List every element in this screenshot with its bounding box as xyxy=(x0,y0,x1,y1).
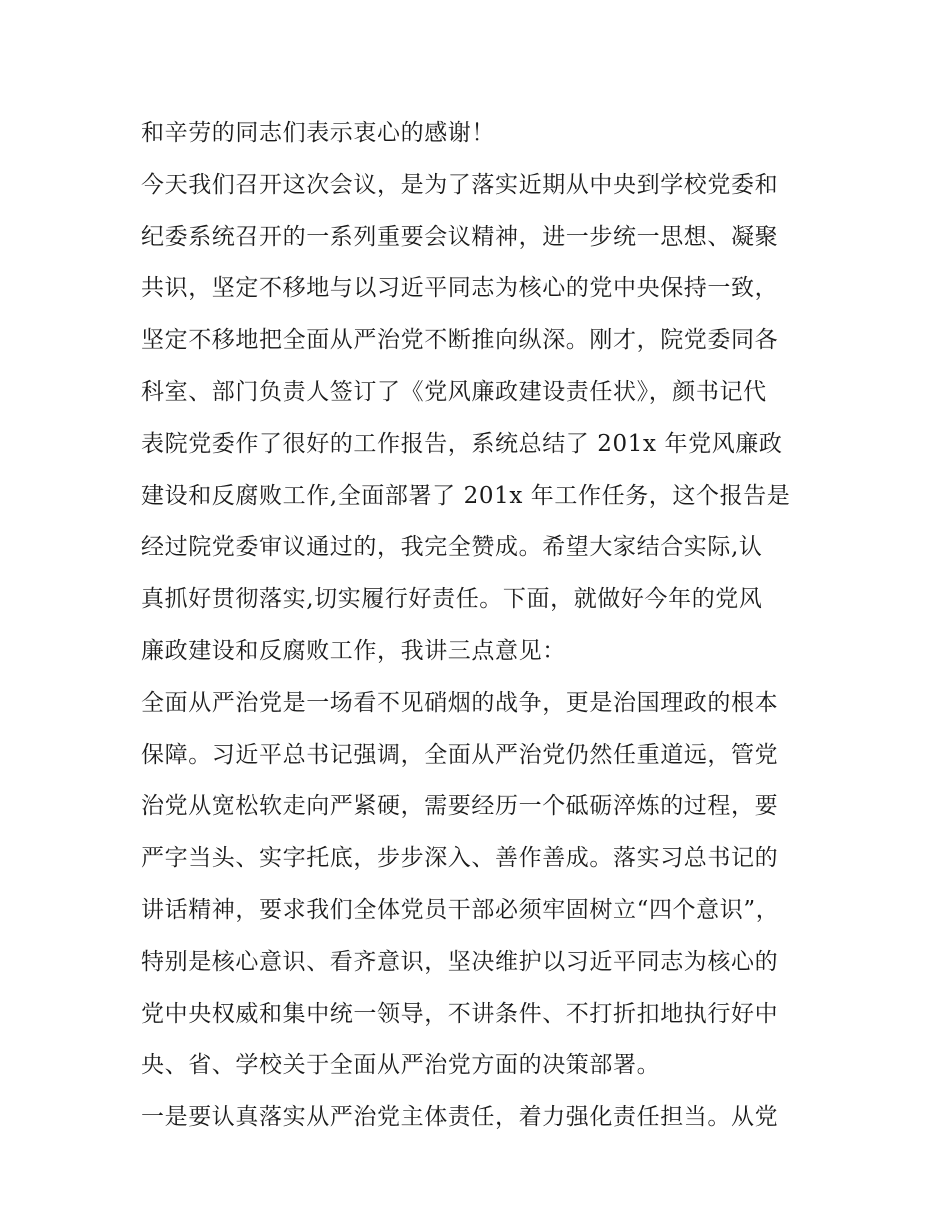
document-body xyxy=(141,108,821,1144)
text-line: 坚定不移地把全面从严治党不断推向纵深。刚才，院党委同各 xyxy=(141,327,779,354)
text-line: 经过院党委审议通过的，我完全赞成。希望大家结合实际,认 xyxy=(141,534,763,561)
text-line: 建设和反腐败工作,全面部署了 201x 年工作任务，这个报告是 xyxy=(141,482,791,509)
text-line: 一是要认真落实从严治党主体责任，着力强化责任担当。从党 xyxy=(141,1104,779,1131)
text-line: 纪委系统召开的一系列重要会议精神，进一步统一思想、凝聚 xyxy=(141,223,779,250)
text-line: 廉政建设和反腐败工作，我讲三点意见： xyxy=(141,637,566,664)
text-line: 今天我们召开这次会议，是为了落实近期从中央到学校党委和 xyxy=(141,171,779,198)
text-line: 讲话精神，要求我们全体党员干部必须牢固树立“四个意识”， xyxy=(141,896,780,923)
text-line: 严字当头、实字托底，步步深入、善作善成。落实习总书记的 xyxy=(141,845,779,872)
text-line: 全面从严治党是一场看不见硝烟的战争，更是治国理政的根本 xyxy=(141,689,779,716)
text-line: 表院党委作了很好的工作报告，系统总结了 201x 年党风廉政 xyxy=(141,430,783,457)
text-line: 央、省、学校关于全面从严治党方面的决策部署。 xyxy=(141,1052,661,1079)
text-line: 治党从宽松软走向严紧硬，需要经历一个砥砺淬炼的过程，要 xyxy=(141,793,779,820)
text-line: 共识，坚定不移地与以习近平同志为核心的党中央保持一致， xyxy=(141,275,779,302)
text-line: 保障。习近平总书记强调，全面从严治党仍然任重道远，管党 xyxy=(141,741,779,768)
text-line: 科室、部门负责人签订了《党风廉政建设责任状》，颜书记代 xyxy=(141,378,767,405)
text-line: 和辛劳的同志们表示衷心的感谢！ xyxy=(141,120,495,146)
text-line: 特别是核心意识、看齐意识，坚决维护以习近平同志为核心的 xyxy=(141,948,779,975)
text-line: 党中央权威和集中统一领导，不讲条件、不打折扣地执行好中 xyxy=(141,1000,779,1027)
text-line: 真抓好贯彻落实,切实履行好责任。下面，就做好今年的党风 xyxy=(141,586,763,613)
